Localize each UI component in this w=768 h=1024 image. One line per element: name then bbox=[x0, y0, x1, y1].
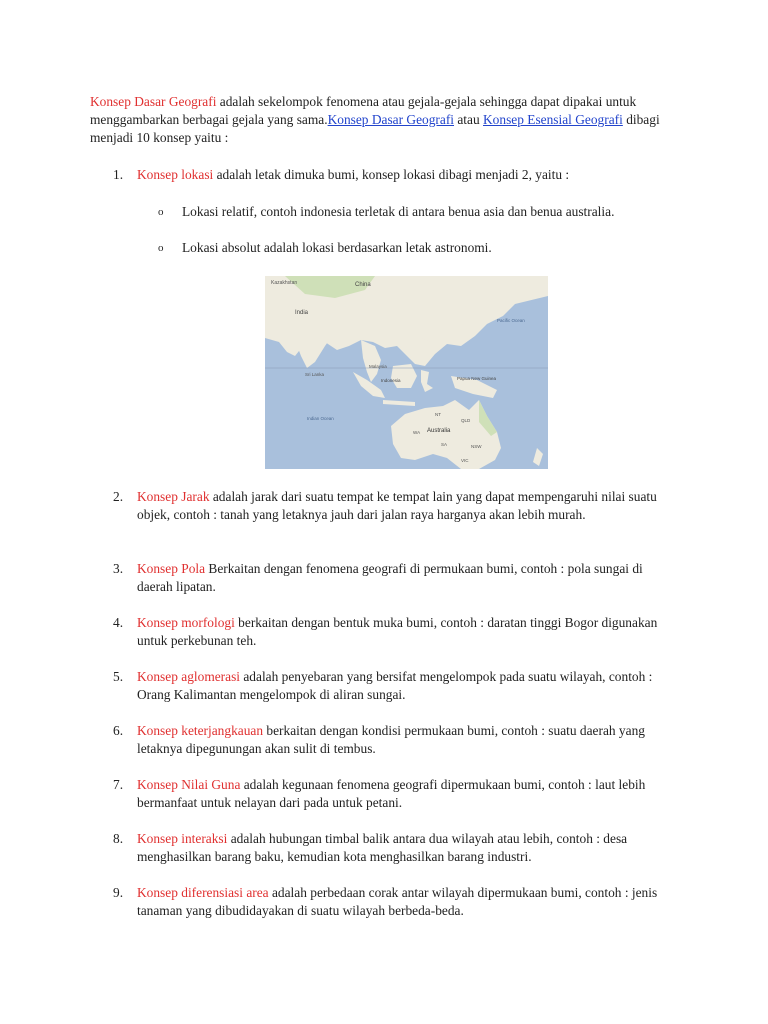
map-label-sri-lanka: Sri Lanka bbox=[305, 372, 325, 377]
intro-text-2: atau bbox=[454, 112, 484, 127]
concept-number: 5. bbox=[113, 669, 124, 684]
map-svg bbox=[265, 276, 548, 469]
map-image bbox=[265, 276, 548, 469]
concept-item-8 bbox=[113, 830, 673, 866]
concept-item-3 bbox=[113, 560, 673, 596]
map-label-indonesia: Indonesia bbox=[381, 378, 401, 383]
concept-number: 1. bbox=[113, 167, 124, 182]
intro-term: Konsep Dasar Geografi bbox=[90, 94, 217, 109]
concept-number: 3. bbox=[113, 561, 124, 576]
map-label-malaysia: Malaysia bbox=[369, 364, 387, 369]
concept-number: 9. bbox=[113, 885, 124, 900]
concept-term: Konsep diferensiasi area bbox=[137, 885, 269, 900]
concept-text: Berkaitan dengan fenomena geografi di permukaan bumi, contoh : pola sungai di daerah lipatan. bbox=[137, 561, 643, 594]
concept-item-6 bbox=[113, 722, 673, 758]
concept-item-7 bbox=[113, 776, 673, 812]
concept-text: adalah jarak dari suatu tempat ke tempat lain yang dapat mempengaruhi nilai suatu objek, contoh : tanah yang letaknya jauh dari jalan raya harganya akan lebih murah. bbox=[137, 489, 657, 522]
concept-item-9 bbox=[113, 884, 673, 920]
map-label-pacific: Pacific Ocean bbox=[497, 318, 525, 323]
concept-item-4 bbox=[113, 614, 673, 650]
concept-term: Konsep morfologi bbox=[137, 615, 235, 630]
intro-text-3: dibagi menjadi 10 konsep yaitu : bbox=[90, 112, 660, 145]
concept-text: adalah letak dimuka bumi, konsep lokasi dibagi menjadi 2, yaitu : bbox=[213, 167, 570, 182]
concept-term: Konsep interaksi bbox=[137, 831, 228, 846]
map-label-sa: SA bbox=[441, 442, 448, 447]
link-konsep-esensial-geografi[interactable]: Konsep Esensial Geografi bbox=[483, 112, 623, 127]
concept-text: adalah hubungan timbal balik antara dua wilayah atau lebih, contoh : desa menghasilkan barang baku, kemudian kota menghasilkan barang industri. bbox=[137, 831, 628, 864]
concept-term: Konsep lokasi bbox=[137, 167, 214, 182]
intro-text-1: adalah sekelompok fenomena atau gejala-gejala sehingga dapat dipakai untuk menggambarkan berbagai gejala yang sama. bbox=[90, 94, 637, 127]
sub-item-text: Lokasi absolut adalah lokasi berdasarkan letak astronomi. bbox=[182, 240, 492, 255]
concept-term: Konsep keterjangkauan bbox=[137, 723, 264, 738]
bullet-icon: o bbox=[158, 206, 164, 218]
concept-text: adalah kegunaan fenomena geografi dipermukaan bumi, contoh : laut lebih bermanfaat untuk nelayan dari pada untuk petani. bbox=[137, 777, 646, 810]
intro-paragraph bbox=[90, 93, 690, 147]
concept-number: 6. bbox=[113, 723, 124, 738]
map-label-kazakhstan: Kazakhstan bbox=[271, 280, 298, 286]
sub-item-text: Lokasi relatif, contoh indonesia terletak di antara benua asia dan benua australia. bbox=[182, 204, 615, 219]
map-label-qld: QLD bbox=[461, 418, 471, 423]
concept-item-1 bbox=[113, 166, 673, 184]
concept-text: adalah penyebaran yang bersifat mengelompok pada suatu wilayah, contoh : Orang Kalimantan mengelompok di aliran sungai. bbox=[137, 669, 653, 702]
concept-text: berkaitan dengan kondisi permukaan bumi, contoh : suatu daerah yang letaknya dipegunungan akan sulit di tembus. bbox=[137, 723, 645, 756]
concept-term: Konsep Jarak bbox=[137, 489, 210, 504]
map-label-vic: VIC bbox=[461, 458, 469, 463]
concept-term: Konsep Nilai Guna bbox=[137, 777, 241, 792]
concept-text: berkaitan dengan bentuk muka bumi, contoh : daratan tinggi Bogor digunakan untuk perkebunan teh. bbox=[137, 615, 658, 648]
map-label-indian-ocean: Indian Ocean bbox=[307, 416, 334, 421]
link-konsep-dasar-geografi[interactable]: Konsep Dasar Geografi bbox=[327, 112, 455, 127]
map-label-wa: WA bbox=[413, 430, 421, 435]
concept-number: 4. bbox=[113, 615, 124, 630]
map-label-nt: NT bbox=[435, 412, 441, 417]
sub-item-2 bbox=[158, 239, 698, 257]
map-label-china: China bbox=[355, 282, 371, 288]
concept-text: adalah perbedaan corak antar wilayah dipermukaan bumi, contoh : jenis tanaman yang dibudidayakan di suatu wilayah berbeda-beda. bbox=[137, 885, 658, 918]
map-label-png: Papua New Guinea bbox=[457, 376, 497, 381]
concept-item-5 bbox=[113, 668, 673, 704]
map-label-australia: Australia bbox=[427, 428, 451, 434]
concept-term: Konsep aglomerasi bbox=[137, 669, 241, 684]
concept-number: 2. bbox=[113, 489, 124, 504]
sub-item-1 bbox=[158, 203, 698, 221]
map-label-nsw: NSW bbox=[471, 444, 482, 449]
bullet-icon: o bbox=[158, 242, 164, 254]
concept-number: 7. bbox=[113, 777, 124, 792]
concept-number: 8. bbox=[113, 831, 124, 846]
map-label-india: India bbox=[295, 310, 309, 316]
concept-item-2 bbox=[113, 488, 673, 524]
concept-term: Konsep Pola bbox=[137, 561, 206, 576]
